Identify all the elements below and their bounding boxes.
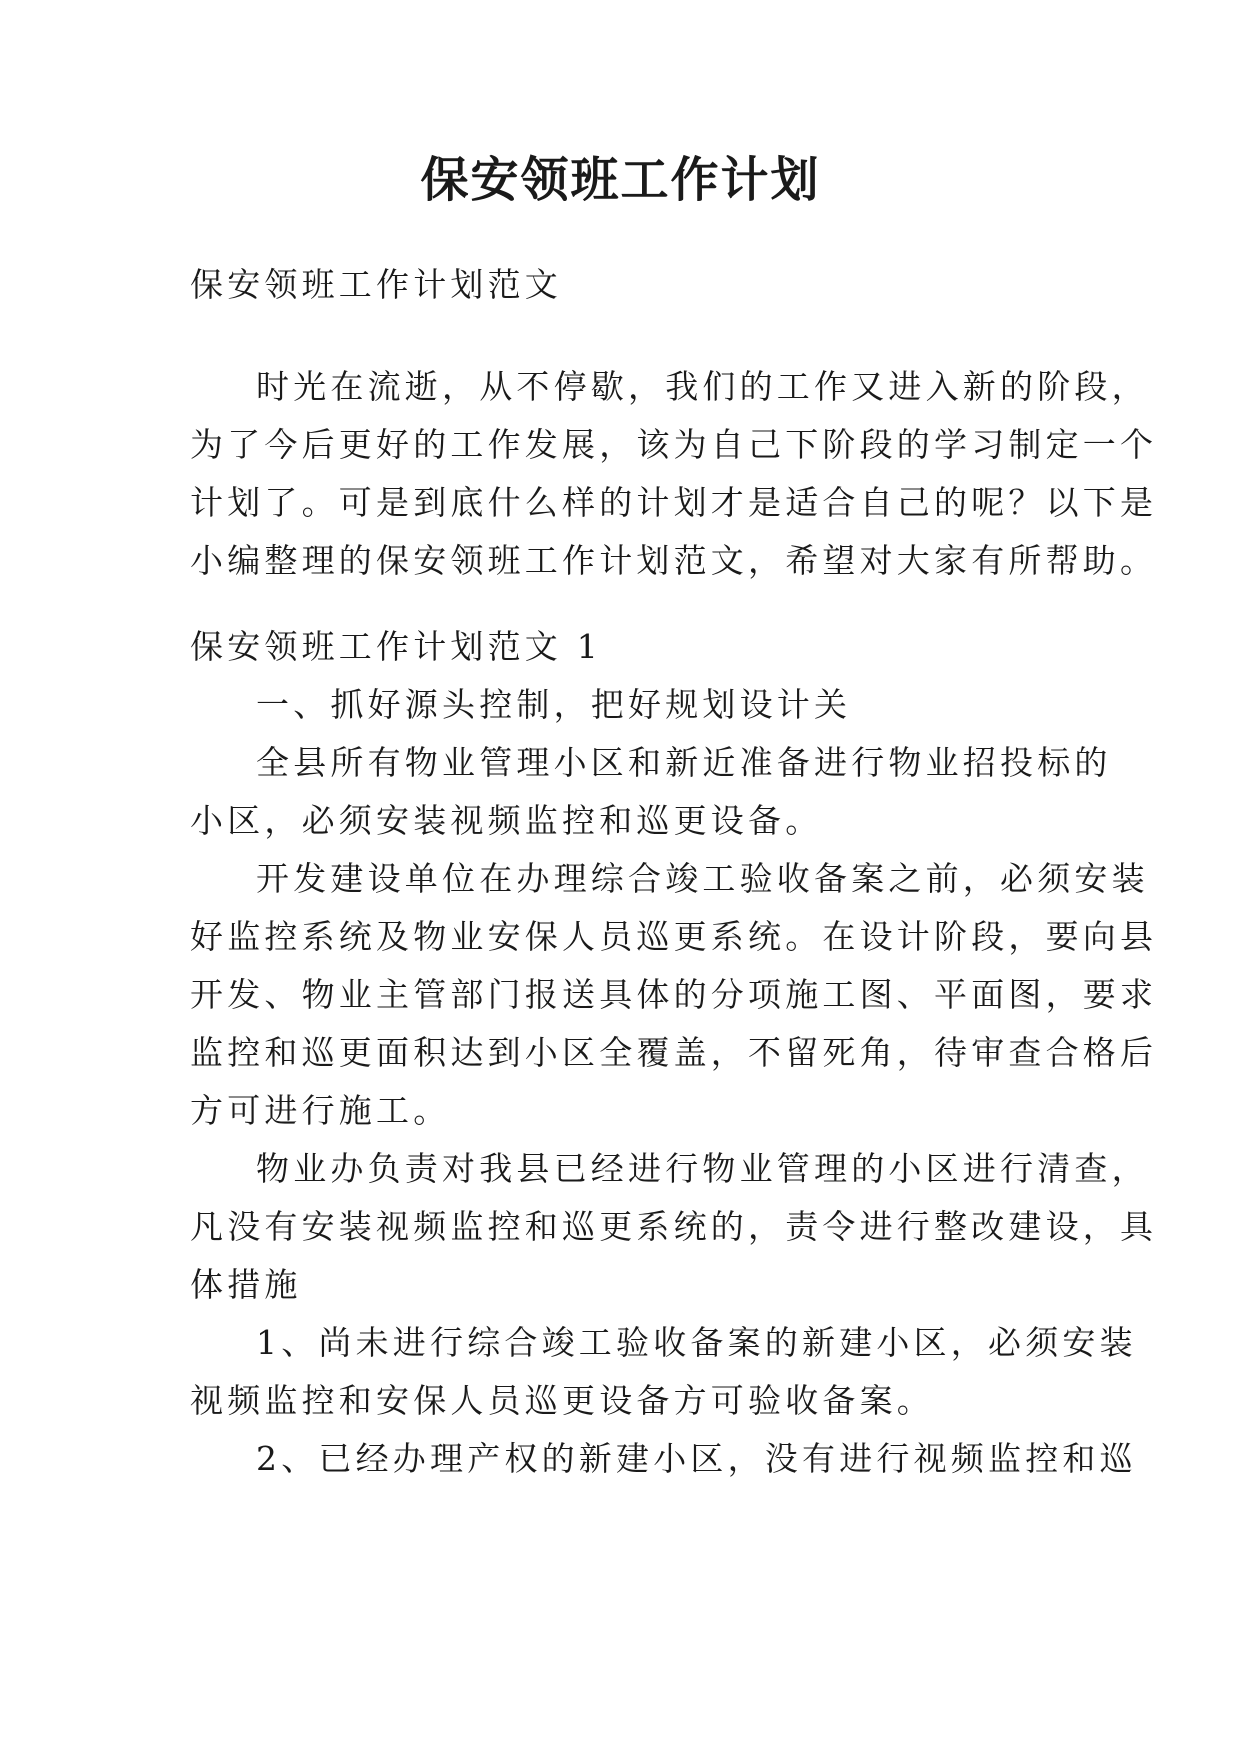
para3-line-2: 凡没有安装视频监控和巡更系统的，责令进行整改建设，具	[190, 1207, 1158, 1246]
para3-line-3: 体措施	[190, 1265, 302, 1304]
intro-line-4: 小编整理的保安领班工作计划范文，希望对大家有所帮助。	[190, 541, 1158, 580]
item1-line-2: 视频监控和安保人员巡更设备方可验收备案。	[190, 1381, 934, 1420]
item2-line-1: 2、已经办理产权的新建小区，没有进行视频监控和巡	[256, 1439, 1137, 1478]
section-1-heading: 一、抓好源头控制，把好规划设计关	[256, 685, 852, 724]
para2-line-4: 监控和巡更面积达到小区全覆盖，不留死角，待审查合格后	[190, 1033, 1158, 1072]
document-title: 保安领班工作计划	[420, 152, 821, 208]
subtitle-line: 保安领班工作计划范文	[190, 265, 562, 304]
para2-line-1: 开发建设单位在办理综合竣工验收备案之前，必须安装	[256, 859, 1149, 898]
intro-line-3: 计划了。可是到底什么样的计划才是适合自己的呢？以下是	[190, 483, 1158, 522]
para2-line-5: 方可进行施工。	[190, 1091, 451, 1130]
intro-paragraph	[190, 358, 1158, 590]
section-1	[190, 618, 1158, 1488]
item1-line-1: 1、尚未进行综合竣工验收备案的新建小区，必须安装	[256, 1323, 1137, 1362]
para3-line-1: 物业办负责对我县已经进行物业管理的小区进行清查，	[256, 1149, 1149, 1188]
section-1-title: 保安领班工作计划范文 1	[190, 627, 602, 666]
para1-line-1: 全县所有物业管理小区和新近准备进行物业招投标的	[256, 743, 1112, 782]
para1-line-2: 小区，必须安装视频监控和巡更设备。	[190, 801, 823, 840]
document-subtitle	[190, 256, 1070, 314]
intro-line-1: 时光在流逝，从不停歇，我们的工作又进入新的阶段，	[256, 367, 1149, 406]
intro-line-2: 为了今后更好的工作发展，该为自己下阶段的学习制定一个	[190, 425, 1158, 464]
para2-line-3: 开发、物业主管部门报送具体的分项施工图、平面图，要求	[190, 975, 1158, 1014]
para2-line-2: 好监控系统及物业安保人员巡更系统。在设计阶段，要向县	[190, 917, 1158, 956]
